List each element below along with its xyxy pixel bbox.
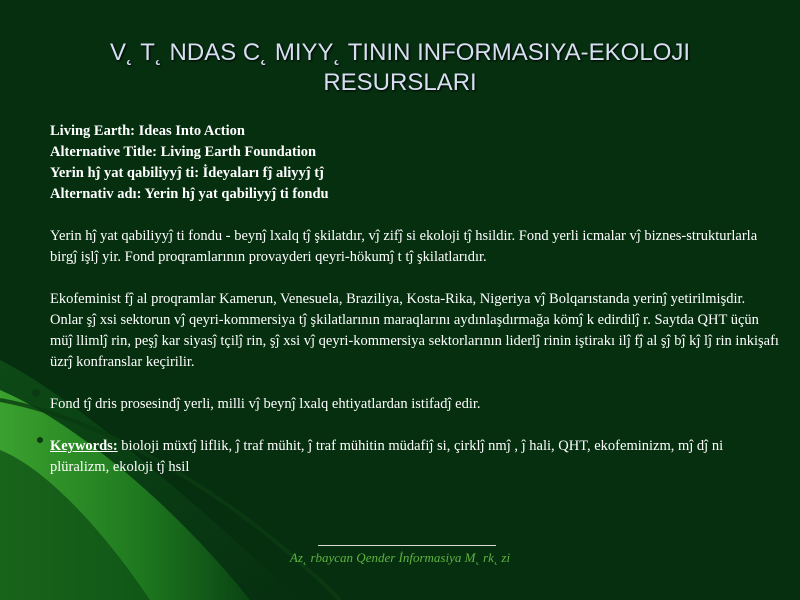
heading-lines	[50, 121, 780, 205]
keywords	[50, 436, 780, 478]
keywords-label: Keywords:	[50, 438, 118, 454]
heading-line: Living Earth: Ideas Into Action	[50, 123, 245, 139]
paragraph-foundation: Yerin hĵ yat qabiliyyĵ ti fondu - beynĵ lxalq tĵ şkilatdır, vĵ zifĵ si ekoloji tĵ hsildir. Fond yerli icmalar vĵ biznes-strukturlarla birgĵ işlĵ yir. Fond proqramlarının provayderi qeyri-hökumĵ t tĵ şkilatlarıdır.	[50, 228, 758, 265]
footer-divider	[318, 545, 496, 546]
footer-organization: Az˛ rbaycan Qender İnformasiya M˛ rk˛ zi	[289, 550, 511, 565]
keywords-text: bioloji müxtĵ liflik, ĵ traf mühit, ĵ traf mühitin müdafiĵ si, çirklĵ nmĵ , ĵ hali, QHT, ekofeminizm, mĵ dĵ ni plüralizm, ekoloji tĵ hsil	[50, 438, 724, 475]
heading-line: Alternativ adı: Yerin hĵ yat qabiliyyĵ ti fondu	[50, 186, 329, 202]
heading-line: Yerin hĵ yat qabiliyyĵ ti: İdeyaları fĵ aliyyĵ tĵ	[50, 165, 324, 181]
heading-line: Alternative Title: Living Earth Foundation	[50, 144, 317, 160]
slide-content	[50, 121, 780, 478]
paragraph-programs: Ekofeminist fĵ al proqramlar Kamerun, Venesuela, Braziliya, Kosta-Rika, Nigeriya vĵ Bolqarıstanda yerinĵ yetirilmişdir. Onlar şĵ xsi sektorun vĵ qeyri-kommersiya tĵ şkilatlarının maraqlarını aydınlaşdırmağa kömĵ k edirdilĵ r. Saytda QHT üçün müĵ llimlĵ rin, peşĵ kar siyasĵ tçilĵ rin, şĵ xsi vĵ qeyri-kommersiya sektorlarının liderlĵ rinin iştirakı ilĵ fĵ al şĵ bĵ kĵ lĵ rin inkişafı üzrĵ konfranslar keçirilir.	[50, 291, 779, 370]
paragraph-resources: Fond tĵ dris prosesindĵ yerli, milli vĵ beynĵ lxalq ehtiyatlardan istifadĵ edir.	[50, 396, 481, 412]
slide-title: V˛ T˛ NDAS C˛ MIYY˛ TININ INFORMASIYA-EKOLOJI RESURSLARI	[109, 39, 691, 96]
